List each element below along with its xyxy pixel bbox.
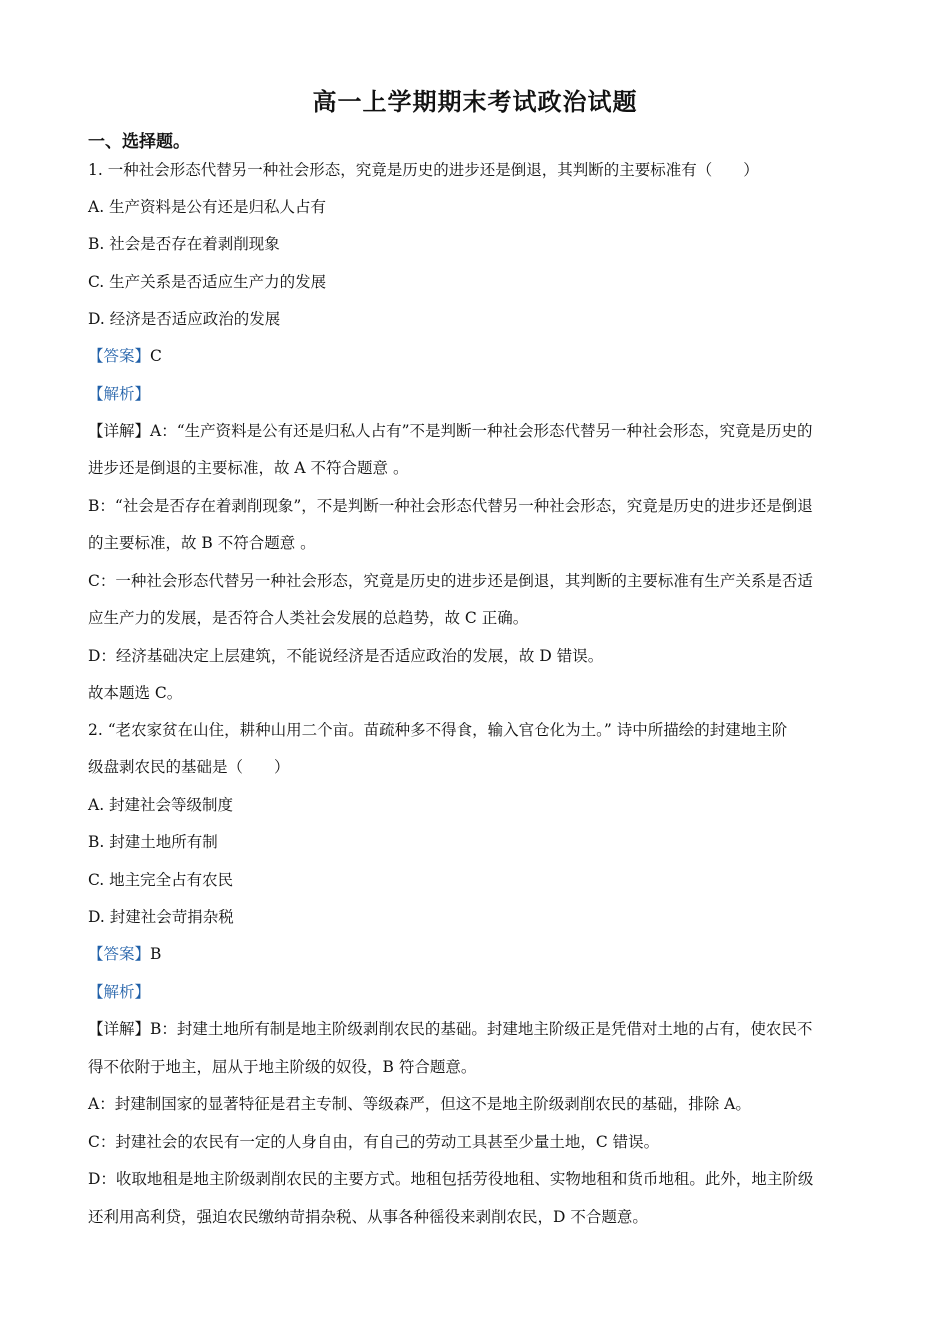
- section-heading: 一、选择题。: [88, 132, 190, 152]
- q2-answer: [88, 944, 161, 964]
- page-title: 高一上学期期末考试政治试题: [312, 87, 638, 116]
- q2-detail-line: [88, 1019, 812, 1039]
- q2-detail-line: 得不依附于地主，屈从于地主阶级的奴役，B 符合题意。: [88, 1058, 477, 1076]
- q2-option-d: D. 封建社会苛捐杂税: [88, 908, 234, 926]
- q1-option-a: A. 生产资料是公有还是归私人占有: [88, 198, 327, 216]
- q2-detail-line: C：封建社会的农民有一定的人身自由，有自己的劳动工具甚至少量土地，C 错误。: [88, 1133, 660, 1151]
- q1-detail-line: 的主要标准，故 B 不符合题意 。: [88, 534, 316, 552]
- q2-analysis-tag: [88, 982, 150, 1002]
- q1-answer: [88, 346, 162, 366]
- q2-detail-line: D：收取地租是地主阶级剥削农民的主要方式。地租包括劳役地租、实物地租和货币地租。此外，地主阶级: [88, 1170, 814, 1188]
- question-1-stem: 1. 一种社会形态代替另一种社会形态，究竟是历史的进步还是倒退，其判断的主要标准有（ ）: [88, 161, 759, 179]
- q2-detail-line: 还利用高利贷，强迫农民缴纳苛捐杂税、从事各种徭役来剥削农民，D 不合题意。: [88, 1208, 648, 1226]
- question-2-stem: 级盘剥农民的基础是（ ）: [88, 758, 290, 776]
- q2-option-c: C. 地主完全占有农民: [88, 871, 234, 889]
- q1-detail-line: D：经济基础决定上层建筑，不能说经济是否适应政治的发展，故 D 错误。: [88, 647, 604, 665]
- detail-text: A：“生产资料是公有还是归私人占有”不是判断一种社会形态代替另一种社会形态，究竟是历史的: [150, 422, 813, 440]
- q1-conclusion: 故本题选 C。: [88, 684, 183, 702]
- answer-value: B: [150, 945, 162, 963]
- answer-value: C: [150, 347, 162, 365]
- q2-detail-line: A：封建制国家的显著特征是君主专制、等级森严，但这不是地主阶级剥削农民的基础，排除 A。: [88, 1095, 751, 1113]
- q1-detail-line: C：一种社会形态代替另一种社会形态，究竟是历史的进步还是倒退，其判断的主要标准有生产关系是否适: [88, 572, 813, 590]
- q1-option-c: C. 生产关系是否适应生产力的发展: [88, 273, 327, 291]
- detail-text: B：封建土地所有制是地主阶级剥削农民的基础。封建地主阶级正是凭借对土地的占有，使农民不: [150, 1020, 813, 1038]
- q2-option-a: A. 封建社会等级制度: [88, 796, 234, 814]
- q2-option-b: B. 封建土地所有制: [88, 833, 218, 851]
- q1-detail-line: B：“社会是否存在着剥削现象”，不是判断一种社会形态代替另一种社会形态，究竟是历史的进步还是倒退: [88, 497, 813, 515]
- q1-detail-line: 应生产力的发展，是否符合人类社会发展的总趋势，故 C 正确。: [88, 609, 529, 627]
- answer-tag: 【答案】: [88, 945, 151, 963]
- analysis-tag: 【解析】: [88, 983, 151, 1001]
- detail-tag: 【详解】: [88, 1020, 151, 1038]
- q1-detail-line: 进步还是倒退的主要标准，故 A 不符合题意 。: [88, 459, 409, 477]
- q1-analysis-tag: [88, 384, 150, 404]
- analysis-tag: 【解析】: [88, 385, 151, 403]
- detail-tag: 【详解】: [88, 422, 151, 440]
- q1-option-d: D. 经济是否适应政治的发展: [88, 310, 281, 328]
- q1-option-b: B. 社会是否存在着剥削现象: [88, 235, 280, 253]
- q1-detail-line: [88, 421, 813, 441]
- answer-tag: 【答案】: [88, 347, 151, 365]
- question-2-stem: 2. “老农家贫在山住，耕种山用二个亩。苗疏种多不得食，输入官仓化为土。” 诗中所描绘的封建地主阶: [88, 721, 788, 739]
